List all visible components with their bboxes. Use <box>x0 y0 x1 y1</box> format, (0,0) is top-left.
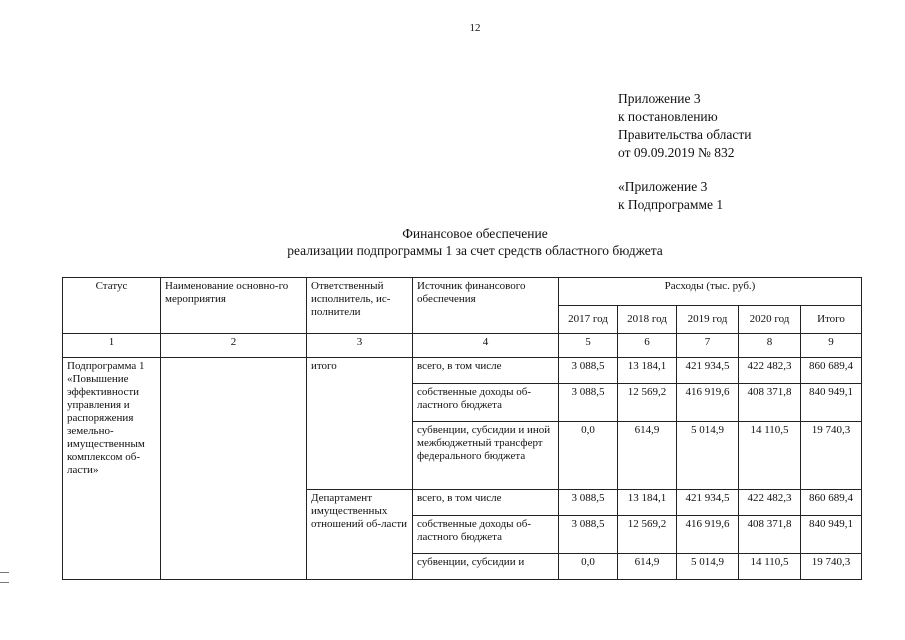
document-title <box>0 225 905 259</box>
appendix-block <box>618 90 751 162</box>
value-cell: 3 088,5 <box>559 358 618 384</box>
table-row <box>63 358 862 384</box>
value-cell: 13 184,1 <box>618 490 677 516</box>
finance-table <box>62 277 862 580</box>
value-cell: 5 014,9 <box>677 422 739 490</box>
column-number: 5 <box>559 334 618 358</box>
header-year: 2018 год <box>618 306 677 334</box>
value-cell: 421 934,5 <box>677 358 739 384</box>
header-activity: Наименование основно-го мероприятия <box>161 278 307 334</box>
header-row <box>63 278 862 306</box>
column-number: 8 <box>739 334 801 358</box>
value-cell: 860 689,4 <box>801 358 862 384</box>
appendix-line: Приложение 3 <box>618 91 701 106</box>
source-cell: всего, в том числе <box>413 358 559 384</box>
value-cell: 421 934,5 <box>677 490 739 516</box>
value-cell: 14 110,5 <box>739 554 801 580</box>
column-number: 3 <box>307 334 413 358</box>
page-number: 12 <box>469 22 481 34</box>
appendix-inner-line: к Подпрограмме 1 <box>618 197 724 212</box>
margin-mark <box>0 572 9 573</box>
source-cell: собственные доходы об-ластного бюджета <box>413 516 559 554</box>
header-executor: Ответственный исполнитель, ис-полнители <box>307 278 413 334</box>
value-cell: 416 919,6 <box>677 384 739 422</box>
value-cell: 5 014,9 <box>677 554 739 580</box>
value-cell: 14 110,5 <box>739 422 801 490</box>
column-number: 9 <box>801 334 862 358</box>
header-year: 2020 год <box>739 306 801 334</box>
value-cell: 614,9 <box>618 554 677 580</box>
value-cell: 3 088,5 <box>559 490 618 516</box>
value-cell: 408 371,8 <box>739 516 801 554</box>
value-cell: 13 184,1 <box>618 358 677 384</box>
value-cell: 19 740,3 <box>801 422 862 490</box>
value-cell: 3 088,5 <box>559 516 618 554</box>
appendix-line: Правительства области <box>618 127 752 142</box>
header-total: Итого <box>801 306 862 334</box>
source-cell: субвенции, субсидии и <box>413 554 559 580</box>
value-cell: 840 949,1 <box>801 384 862 422</box>
appendix-inner-line: «Приложение 3 <box>618 179 708 194</box>
executor-cell: Департамент имущественных отношений об-ласти <box>307 490 413 580</box>
column-number: 4 <box>413 334 559 358</box>
value-cell: 416 919,6 <box>677 516 739 554</box>
value-cell: 12 569,2 <box>618 516 677 554</box>
title-line-1: Финансовое обеспечение <box>402 226 548 241</box>
value-cell: 408 371,8 <box>739 384 801 422</box>
column-number: 2 <box>161 334 307 358</box>
value-cell: 860 689,4 <box>801 490 862 516</box>
value-cell: 19 740,3 <box>801 554 862 580</box>
source-cell: субвенции, субсидии и иной межбюджетный трансферт федерального бюджета <box>413 422 559 490</box>
executor-cell: итого <box>307 358 413 490</box>
value-cell: 840 949,1 <box>801 516 862 554</box>
source-cell: всего, в том числе <box>413 490 559 516</box>
column-number: 6 <box>618 334 677 358</box>
value-cell: 12 569,2 <box>618 384 677 422</box>
header-status: Статус <box>63 278 161 334</box>
value-cell: 614,9 <box>618 422 677 490</box>
appendix-line: к постановлению <box>618 109 718 124</box>
source-cell: собственные доходы об-ластного бюджета <box>413 384 559 422</box>
value-cell: 422 482,3 <box>739 490 801 516</box>
status-cell: Подпрограмма 1 «Повышение эффективности управления и распоряжения земельно-имущественным комплексом об-ласти» <box>63 358 161 580</box>
value-cell: 0,0 <box>559 554 618 580</box>
column-number-row <box>63 334 862 358</box>
appendix-line: от 09.09.2019 № 832 <box>618 145 735 160</box>
value-cell: 422 482,3 <box>739 358 801 384</box>
title-line-2: реализации подпрограммы 1 за счет средств областного бюджета <box>287 243 663 258</box>
column-number: 1 <box>63 334 161 358</box>
appendix-inner-block <box>618 178 723 214</box>
header-expenses: Расходы (тыс. руб.) <box>559 278 862 306</box>
margin-mark <box>0 582 9 583</box>
header-source: Источник финансового обеспечения <box>413 278 559 334</box>
value-cell: 3 088,5 <box>559 384 618 422</box>
header-year: 2017 год <box>559 306 618 334</box>
column-number: 7 <box>677 334 739 358</box>
header-year: 2019 год <box>677 306 739 334</box>
value-cell: 0,0 <box>559 422 618 490</box>
activity-cell <box>161 358 307 580</box>
